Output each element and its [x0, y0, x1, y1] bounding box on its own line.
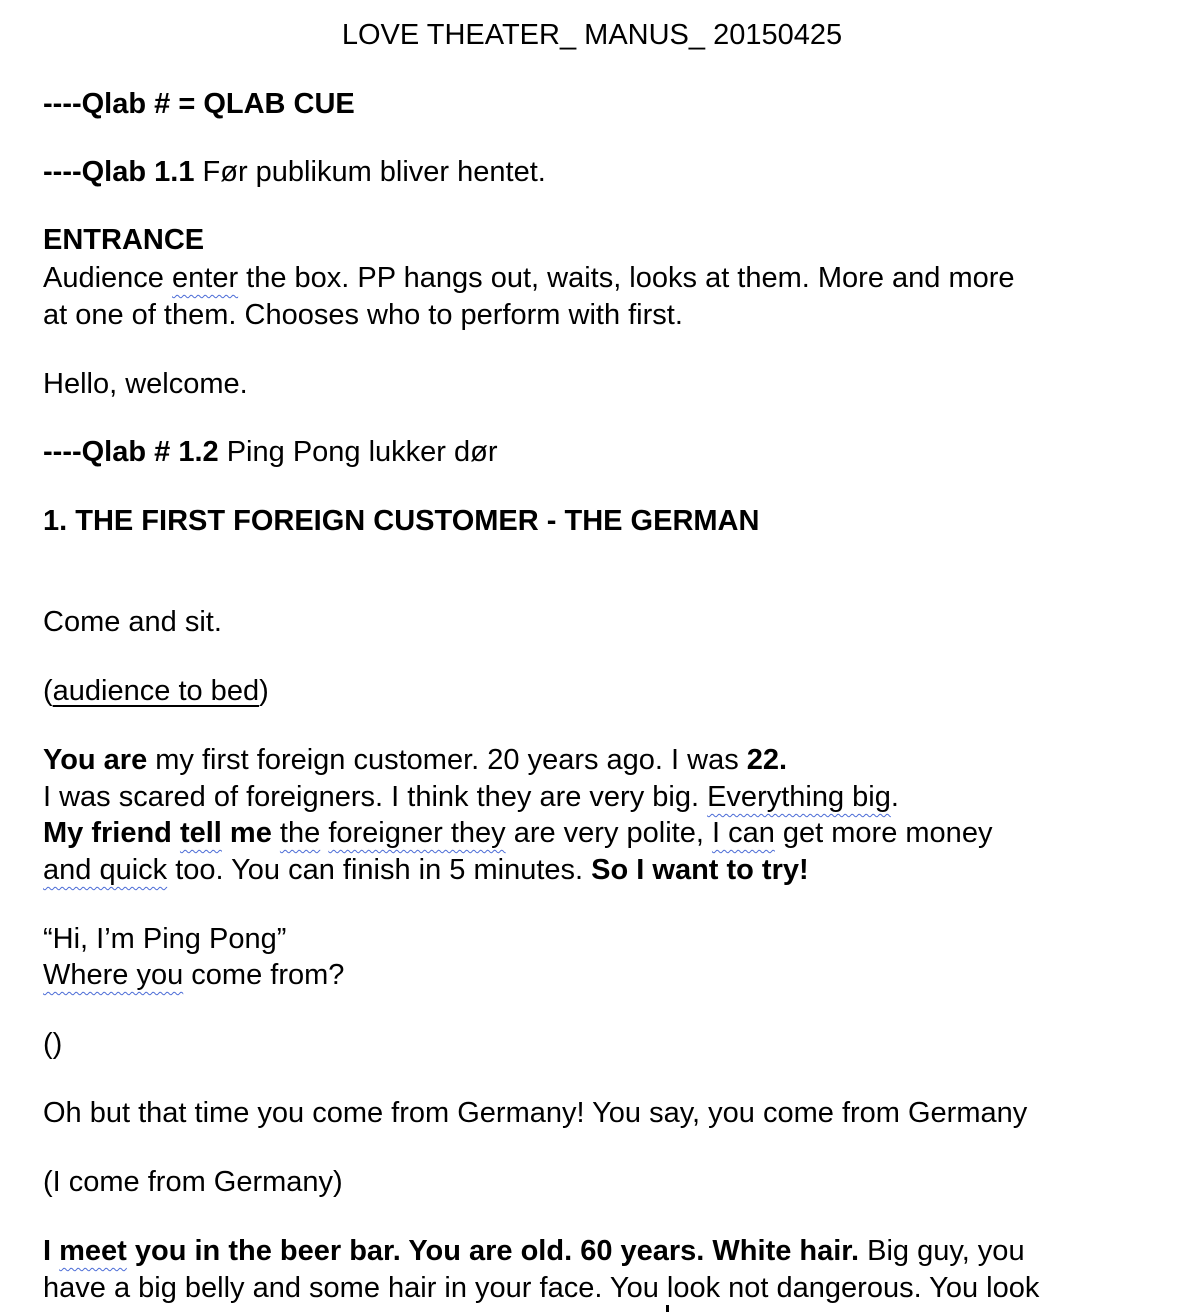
- hello-line: Hello, welcome.: [43, 368, 248, 400]
- text-run: my first foreign customer. 20 years ago. I was: [147, 744, 747, 776]
- text-run: come from?: [183, 959, 345, 991]
- germany-line: Oh but that time you come from Germany! You say, you come from Germany: [43, 1097, 1028, 1129]
- text-run: My friend: [43, 817, 180, 849]
- text-run: .: [890, 781, 899, 813]
- come-and-sit-line: Come and sit.: [43, 606, 222, 638]
- spellcheck-word: tell: [179, 817, 222, 849]
- spellcheck-word: and quick: [43, 854, 168, 886]
- paragraph-1-line-4: [43, 852, 1164, 889]
- paragraph-2-line-2: have a big belly and some hair in your face. You look not dangerous. You look: [43, 1272, 1040, 1304]
- cue-text: Før publikum bliver hentet.: [194, 156, 546, 188]
- text-run: I: [43, 1235, 60, 1267]
- entrance-line-2: at one of them. Chooses who to perform with first.: [43, 299, 683, 331]
- empty-parens: (): [43, 1028, 63, 1060]
- paragraph-1-line-1: [43, 742, 1164, 779]
- document-title: LOVE THEATER_ MANUS_ 20150425: [341, 19, 843, 51]
- text-run: You are: [43, 744, 148, 776]
- text-run: are very polite,: [505, 817, 712, 849]
- entrance-heading: [43, 222, 1164, 259]
- cue-label: ----Qlab 1.1: [43, 156, 195, 188]
- stage-direction-text: audience to bed: [52, 675, 260, 707]
- text-run: Big guy, you: [859, 1235, 1025, 1267]
- entrance-line-1: [43, 260, 1164, 297]
- text-run: the box. PP hangs out, waits, looks at them. More and more: [238, 262, 1015, 294]
- paragraph-2-line-1: [43, 1233, 1164, 1270]
- spellcheck-word: foreigner they: [328, 817, 506, 849]
- stage-direction: [43, 673, 1164, 710]
- qlab-legend: [43, 86, 1164, 123]
- text-run: So I want to try!: [591, 854, 809, 886]
- greeting-line: “Hi, I’m Ping Pong”: [43, 923, 287, 955]
- text-run: Audience: [43, 262, 172, 294]
- spellcheck-word: the: [279, 817, 321, 849]
- qlab-cue-1-1: [43, 154, 1164, 191]
- text-run: too. You can finish in 5 minutes.: [167, 854, 592, 886]
- audience-response: (I come from Germany): [43, 1166, 343, 1198]
- text-run: get more money: [774, 817, 993, 849]
- text-cursor: [666, 1305, 669, 1312]
- text-run: 22.: [746, 744, 788, 776]
- spellcheck-word: meet: [59, 1235, 127, 1267]
- qlab-cue-1-2: [43, 434, 1164, 471]
- section-heading: [43, 503, 1164, 540]
- paren: (: [43, 675, 53, 707]
- qlab-legend-text: ----Qlab # = QLAB CUE: [43, 88, 355, 120]
- cue-text: Ping Pong lukker dør: [218, 436, 498, 468]
- cue-label: ----Qlab # 1.2: [43, 436, 219, 468]
- spellcheck-word: I can: [711, 817, 775, 849]
- text-run: I was scared of foreigners. I think they are very big.: [43, 781, 708, 813]
- text-run: [272, 817, 280, 849]
- paragraph-1-line-3: [43, 815, 1164, 852]
- paren: ): [259, 675, 269, 707]
- entrance-heading-text: ENTRANCE: [43, 224, 205, 256]
- spellcheck-word: Where you: [43, 959, 184, 991]
- question-line: [43, 957, 1164, 994]
- text-run: you in the beer bar. You are old. 60 years. White hair.: [126, 1235, 860, 1267]
- spellcheck-word: enter: [172, 262, 239, 294]
- spellcheck-word: Everything big: [707, 781, 891, 813]
- paragraph-1-line-2: [43, 779, 1164, 816]
- text-run: me: [221, 817, 272, 849]
- section-heading-text: 1. THE FIRST FOREIGN CUSTOMER - THE GERMAN: [43, 505, 760, 537]
